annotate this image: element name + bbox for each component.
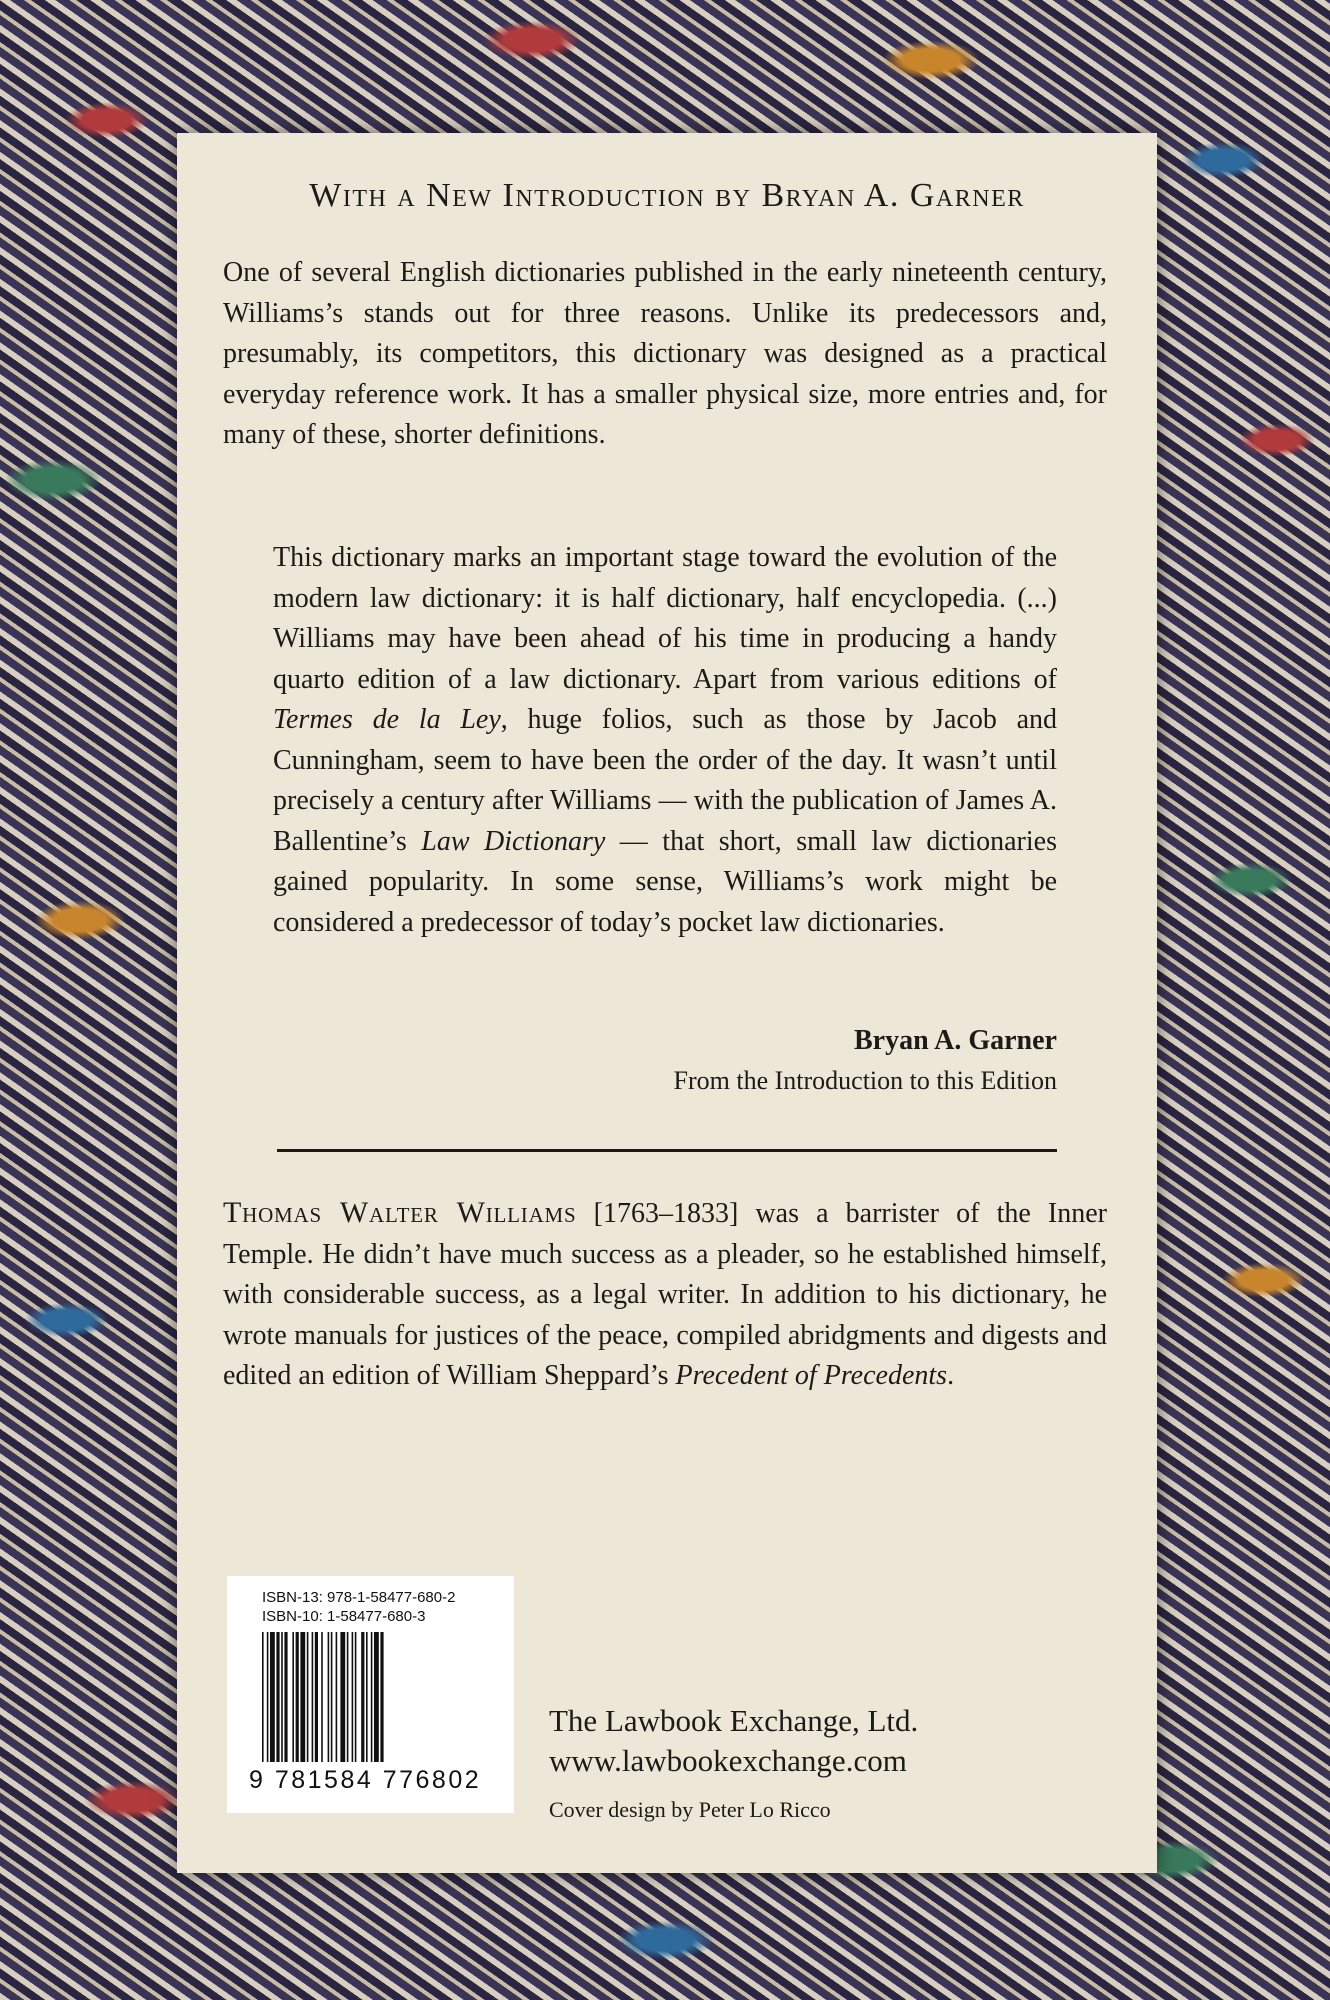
author-name: Thomas Walter Williams: [223, 1196, 577, 1229]
bio-book-title: Precedent of Precedents: [675, 1360, 948, 1391]
back-cover-panel: [177, 133, 1157, 1873]
quote-title-law-dictionary: Law Dictionary: [421, 825, 606, 857]
section-divider: [277, 1149, 1057, 1152]
publisher-url[interactable]: www.lawbookexchange.com: [549, 1743, 907, 1778]
isbn-10: ISBN-10: 1-58477-680-3: [262, 1608, 426, 1625]
bio-text: [1763–1833] was a barrister of the Inner Temple. He didn’t have much success as a pleader, so he established himself, with considerable success, as a legal writer. In addition to his dictionary, he wrote manuals for justices of the peace, compiled abridgments and digests and edited an edition of William Sheppard’s: [223, 1198, 1107, 1391]
introduction-heading: With a New Introduction by Bryan A. Garner: [309, 177, 1025, 214]
attribution-name: Bryan A. Garner: [854, 1025, 1057, 1056]
isbn-barcode-box: [227, 1576, 514, 1813]
barcode-bars: [262, 1632, 482, 1762]
quote-text-3: — that short, small law dictionaries gained popularity. In some sense, Williams’s work might be considered a predecessor of today’s pocket law dictionaries.: [273, 825, 1057, 938]
quote-title-termes: Termes de la Ley: [273, 704, 501, 735]
isbn-13: ISBN-13: 978-1-58477-680-2: [262, 1589, 456, 1606]
cover-design-credit: Cover design by Peter Lo Ricco: [549, 1797, 831, 1822]
quote-text-2: , huge folios, such as those by Jacob and Cunningham, seem to have been the order of the day. It wasn’t until precisely a century after Williams — with the publication of James A. Ballentine’s: [273, 704, 1058, 857]
garner-quote: [273, 538, 1057, 943]
publisher-block: [549, 1701, 918, 1781]
bio-end: .: [947, 1360, 955, 1391]
intro-paragraph: One of several English dictionaries published in the early nineteenth century, Williams’s stands out for three reasons. Unlike its predecessors and, presumably, its competitors, this dictionary was designed as a practical everyday reference work. It has a smaller physical size, more entries and, for many of these, shorter definitions.: [223, 257, 1107, 450]
barcode-digits: 9 781584 776802: [249, 1766, 482, 1794]
quote-text-1: This dictionary marks an important stage toward the evolution of the modern law dictionary: it is half dictionary, half encyclopedia. (...) Williams may have been ahead of his time in producing a handy quarto edition of a law dictionary. Apart from various editions of: [273, 542, 1057, 695]
author-bio: [223, 1193, 1107, 1397]
attribution-source: From the Introduction to this Edition: [673, 1066, 1057, 1095]
publisher-name: The Lawbook Exchange, Ltd.: [549, 1703, 919, 1738]
